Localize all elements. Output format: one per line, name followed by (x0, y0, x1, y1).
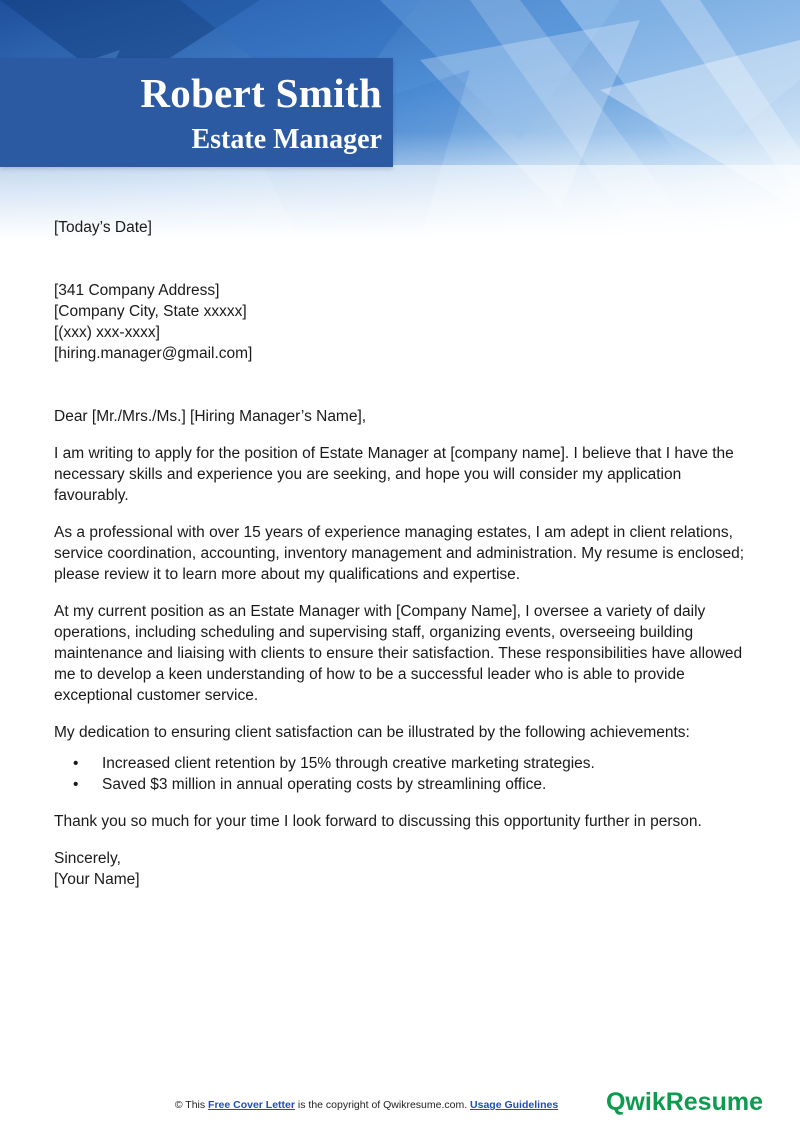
paragraph-closing: Thank you so much for your time I look forward to discussing this opportunity further in person. (54, 813, 702, 830)
achievement-text: Saved $3 million in annual operating costs by streamlining office. (102, 776, 547, 793)
applicant-name: Robert Smith (140, 70, 382, 116)
qwikresume-logo: QwikResume (605, 1088, 763, 1116)
salutation: Dear [Mr./Mrs./Ms.] [Hiring Manager’s Name], (54, 408, 367, 425)
footer-prefix: © This (174, 1099, 209, 1111)
job-title: Estate Manager (191, 124, 382, 155)
achievement-item (54, 753, 754, 774)
address-line: [(xxx) xxx-xxxx] (54, 324, 160, 341)
recipient-address (54, 280, 754, 364)
address-line: [Company City, State xxxxx] (54, 303, 247, 320)
achievement-item (54, 774, 754, 795)
letter-date: [Today’s Date] (54, 219, 152, 236)
bullet-icon: • (73, 776, 79, 793)
achievement-text: Increased client retention by 15% through creative marketing strategies. (102, 755, 595, 772)
paragraph-achievements-intro: My dedication to ensuring client satisfaction can be illustrated by the following achievements: (54, 724, 690, 741)
signature: [Your Name] (54, 871, 140, 888)
footer-middle: is the copyright of Qwikresume.com. (294, 1099, 471, 1111)
paragraph-current-position: At my current position as an Estate Manager with [Company Name], I oversee a variety of daily operations, including scheduling and supervising staff, organizing events, overseeing building maintenance and liaising with clients to ensure their satisfaction. These responsibilities have allowed me to develop a keen understanding of how to be a successful leader who is able to provide exceptional customer service. (54, 603, 743, 704)
name-banner (0, 58, 393, 167)
signoff: Sincerely, (54, 850, 121, 867)
address-line: [341 Company Address] (54, 282, 220, 299)
address-line: [hiring.manager@gmail.com] (54, 345, 253, 362)
paragraph-intro: I am writing to apply for the position of Estate Manager at [company name]. I believe that I have the necessary skills and experience you are seeking, and hope you will consider my application favourably. (54, 445, 734, 504)
cover-letter-body (54, 217, 754, 890)
free-cover-letter-link[interactable]: Free Cover Letter (208, 1099, 295, 1111)
bullet-icon: • (73, 755, 79, 772)
paragraph-experience: As a professional with over 15 years of experience managing estates, I am adept in client relations, service coordination, accounting, inventory management and administration. My resume is enclosed; please review it to learn more about my qualifications and expertise. (54, 524, 745, 583)
usage-guidelines-link[interactable]: Usage Guidelines (470, 1099, 559, 1111)
achievement-list (54, 753, 754, 795)
